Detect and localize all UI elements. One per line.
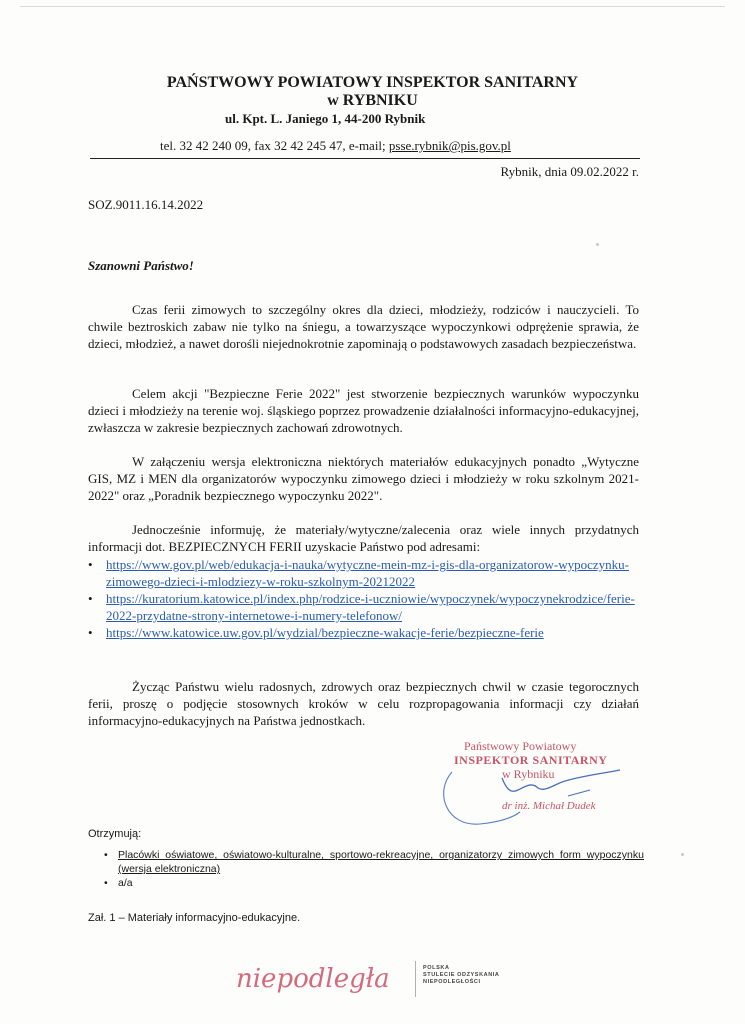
- paragraph-2-text: Celem akcji "Bezpieczne Ferie 2022" jest stworzenie bezpiecznych warunków wypoczynku dzieci i młodzieży na terenie woj. śląskiego poprzez prowadzenie działalności informacyjno-edukacyjnej, zwłaszcza w zakresie bezpiecznych zachowań zdrowotnych.: [88, 386, 639, 435]
- list-item: [88, 590, 648, 624]
- salutation: Szanowni Państwo!: [88, 258, 194, 273]
- logo-separator: [415, 961, 416, 997]
- paragraph-4-text: Jednocześnie informuję, że materiały/wytyczne/zalecenia oraz wiele innych przydatnych informacji dot. BEZPIECZNYCH FERII uzyskacie Państwo pod adresami:: [88, 522, 639, 554]
- institution-address: ul. Kpt. L. Janiego 1, 44-200 Rybnik: [225, 111, 426, 126]
- reference-number: SOZ.9011.16.14.2022: [88, 197, 204, 212]
- bullet-icon: •: [104, 877, 108, 889]
- paragraph-5-text: Życząc Państwu wielu radosnych, zdrowych oraz bezpiecznych chwil w czasie tegorocznych ferii, proszę o podjęcie stosownych kroków w celu rozpropagowania informacji czy działań informacyjno-edukacyjnych na Państwa jednostkach.: [88, 679, 639, 728]
- attachment-note: Zał. 1 – Materiały informacyjno-edukacyjne.: [88, 912, 301, 924]
- footer-logo: [230, 955, 520, 1005]
- paragraph-5: [88, 678, 639, 729]
- bullet-icon: •: [88, 591, 93, 606]
- link-kuratorium[interactable]: https://kuratorium.katowice.pl/index.php/rodzice-i-uczniowie/wypoczynek/wypoczynekrodzice/ferie-2022-przydatne-strony-internetowe-i-numery-telefonow/: [106, 591, 635, 623]
- stamp-line-3: w Rybniku: [502, 767, 555, 781]
- recipients-label: Otrzymują:: [88, 828, 142, 840]
- scan-speck: [596, 243, 599, 246]
- list-item: [88, 624, 648, 641]
- logo-caption-2: STULECIE ODZYSKANIA: [423, 972, 500, 978]
- paragraph-2: [88, 385, 639, 436]
- logo-caption: [423, 965, 500, 986]
- official-stamp: [440, 732, 650, 832]
- list-item: [88, 556, 648, 590]
- resource-links-list: [88, 556, 648, 641]
- paragraph-3-text: W załączeniu wersja elektroniczna niektórych materiałów edukacyjnych ponadto „Wytyczne GIS, MZ i MEN dla organizatorów wypoczynku zimowego dzieci i młodzieży w roku szkolnym 2021-2022" oraz „Poradnik bezpiecznego wypoczynku 2022".: [88, 454, 639, 503]
- bullet-icon: •: [88, 625, 93, 640]
- niepodlegla-logo-icon: [230, 955, 410, 1005]
- list-item: [104, 876, 644, 890]
- stamp-line-1: Państwowy Powiatowy: [464, 739, 577, 753]
- paragraph-4: [88, 521, 639, 555]
- link-uw-katowice[interactable]: https://www.katowice.uw.gov.pl/wydzial/bezpieczne-wakacje-ferie/bezpieczne-ferie: [106, 625, 544, 640]
- scan-speck: [681, 853, 684, 856]
- logo-caption-1: POLSKA: [423, 965, 450, 971]
- bullet-icon: •: [104, 849, 108, 861]
- paragraph-1-text: Czas ferii zimowych to szczególny okres dla dzieci, młodzieży, rodziców i nauczycieli. To chwile beztroskich zabaw nie tylko na śniegu, a towarzyszące wypoczynkowi odprężenie sprawia, że dzieci, młodzież, a nawet dorośli niejednokrotnie zapominają o podstawowych zasadach bezpieczeństwa.: [88, 302, 639, 351]
- stamp-line-2: INSPEKTOR SANITARNY: [454, 753, 608, 767]
- scan-edge-line: [20, 6, 725, 7]
- logo-wordmark: niepodległa: [236, 964, 390, 994]
- recipients-list: [104, 848, 644, 890]
- institution-city: w RYBNIKU: [327, 92, 418, 109]
- recipient-2: a/a: [118, 877, 133, 889]
- recipient-1: Placówki oświatowe, oświatowo-kulturalne, sportowo-rekreacyjne, organizatorzy zimowych form wypoczynku (wersja elektroniczna): [118, 849, 644, 875]
- header-divider: [90, 158, 640, 159]
- logo-caption-3: NIEPODLEGŁOŚCI: [423, 979, 481, 985]
- institution-name: PAŃSTWOWY POWIATOWY INSPEKTOR SANITARNY: [166, 74, 579, 91]
- letter-date: Rybnik, dnia 09.02.2022 r.: [500, 164, 639, 179]
- contact-phones: tel. 32 42 240 09, fax 32 42 245 47, e-mail;: [160, 138, 389, 153]
- list-item: [104, 848, 644, 876]
- paragraph-3: [88, 453, 639, 504]
- contact-email[interactable]: psse.rybnik@pis.gov.pl: [388, 138, 511, 153]
- paragraph-1: [88, 301, 639, 352]
- contact-line: [160, 138, 511, 154]
- link-gov-wytyczne[interactable]: https://www.gov.pl/web/edukacja-i-nauka/wytyczne-mein-mz-i-gis-dla-organizatorow-wypoczynku-zimowego-dzieci-i-mlodziezy-w-roku-szkolnym-20212022: [106, 557, 629, 589]
- stamp-signatory: dr inż. Michał Dudek: [502, 800, 596, 812]
- bullet-icon: •: [88, 557, 93, 572]
